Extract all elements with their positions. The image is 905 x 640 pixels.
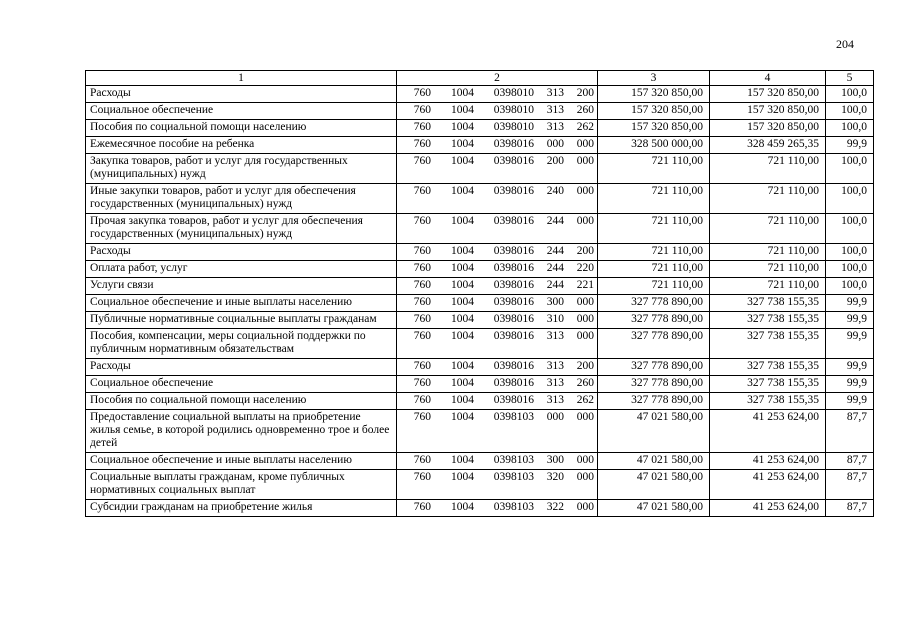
code-part: 1004 [451, 360, 474, 372]
row-name: Пособия по социальной помощи населению [86, 393, 397, 410]
row-name: Публичные нормативные социальные выплаты гражданам [86, 312, 397, 329]
table-row [86, 184, 874, 214]
table-row [86, 453, 874, 470]
header-col-5: 5 [826, 71, 874, 86]
code-part: 0398016 [493, 279, 534, 291]
value-actual: 41 253 624,00 [710, 453, 826, 470]
value-plan: 721 110,00 [598, 244, 710, 261]
code-part: 1004 [451, 262, 474, 274]
value-actual: 157 320 850,00 [710, 120, 826, 137]
value-plan: 327 778 890,00 [598, 329, 710, 359]
header-col-2: 2 [397, 71, 598, 86]
value-percent: 100,0 [826, 278, 874, 295]
table-row [86, 214, 874, 244]
page-number: 204 [836, 37, 854, 51]
code-part: 0398010 [493, 121, 534, 133]
value-plan: 327 778 890,00 [598, 393, 710, 410]
row-code [397, 295, 598, 312]
value-plan: 157 320 850,00 [598, 86, 710, 103]
row-code [397, 137, 598, 154]
value-plan: 327 778 890,00 [598, 359, 710, 376]
value-percent: 99,9 [826, 376, 874, 393]
table-row [86, 359, 874, 376]
code-part: 0398016 [493, 313, 534, 325]
code-part: 244 [546, 279, 564, 291]
table-row [86, 137, 874, 154]
code-part: 313 [546, 104, 564, 116]
code-part: 760 [413, 279, 431, 291]
row-name: Предоставление социальной выплаты на приобретение жилья семье, в которой родились одновременно трое и более детей [86, 410, 397, 453]
code-part: 1004 [451, 155, 474, 167]
table-row [86, 154, 874, 184]
value-plan: 721 110,00 [598, 278, 710, 295]
table-row [86, 312, 874, 329]
code-part: 760 [413, 215, 431, 227]
row-code [397, 329, 598, 359]
code-part: 240 [546, 185, 564, 197]
code-part: 0398016 [493, 296, 534, 308]
code-part: 313 [546, 121, 564, 133]
code-part: 1004 [451, 394, 474, 406]
value-percent: 99,9 [826, 393, 874, 410]
code-part: 760 [413, 121, 431, 133]
row-code [397, 312, 598, 329]
value-percent: 100,0 [826, 154, 874, 184]
code-part: 1004 [451, 87, 474, 99]
value-actual: 41 253 624,00 [710, 470, 826, 500]
code-part: 1004 [451, 296, 474, 308]
value-plan: 47 021 580,00 [598, 453, 710, 470]
row-code [397, 500, 598, 517]
code-part: 1004 [451, 454, 474, 466]
code-part: 760 [413, 313, 431, 325]
code-part: 0398016 [493, 245, 534, 257]
code-part: 244 [546, 215, 564, 227]
code-part: 0398016 [493, 215, 534, 227]
code-part: 260 [576, 104, 594, 116]
code-part: 300 [546, 296, 564, 308]
code-part: 313 [546, 360, 564, 372]
value-plan: 47 021 580,00 [598, 410, 710, 453]
row-code [397, 278, 598, 295]
code-part: 0398010 [493, 104, 534, 116]
code-part: 1004 [451, 215, 474, 227]
value-plan: 47 021 580,00 [598, 470, 710, 500]
code-part: 0398010 [493, 87, 534, 99]
code-part: 200 [576, 245, 594, 257]
row-name: Ежемесячное пособие на ребенка [86, 137, 397, 154]
header-col-4: 4 [710, 71, 826, 86]
value-plan: 157 320 850,00 [598, 120, 710, 137]
table-row [86, 278, 874, 295]
code-part: 0398016 [493, 262, 534, 274]
value-actual: 41 253 624,00 [710, 410, 826, 453]
code-part: 1004 [451, 411, 474, 423]
header-row [86, 71, 874, 86]
code-part: 760 [413, 330, 431, 342]
table-row [86, 86, 874, 103]
row-code [397, 214, 598, 244]
code-part: 0398016 [493, 330, 534, 342]
code-part: 760 [413, 360, 431, 372]
value-percent: 87,7 [826, 453, 874, 470]
row-name: Социальное обеспечение и иные выплаты населению [86, 453, 397, 470]
value-actual: 721 110,00 [710, 214, 826, 244]
value-actual: 157 320 850,00 [710, 103, 826, 120]
code-part: 000 [576, 454, 594, 466]
value-percent: 100,0 [826, 261, 874, 278]
code-part: 760 [413, 245, 431, 257]
code-part: 262 [576, 121, 594, 133]
row-name: Субсидии гражданам на приобретение жилья [86, 500, 397, 517]
value-percent: 100,0 [826, 86, 874, 103]
value-plan: 157 320 850,00 [598, 103, 710, 120]
code-part: 320 [546, 471, 564, 483]
header-col-1: 1 [86, 71, 397, 86]
code-part: 760 [413, 454, 431, 466]
row-name: Социальные выплаты гражданам, кроме публичных нормативных социальных выплат [86, 470, 397, 500]
code-part: 000 [576, 330, 594, 342]
code-part: 0398103 [493, 411, 534, 423]
code-part: 322 [546, 501, 564, 513]
row-code [397, 393, 598, 410]
code-part: 0398103 [493, 454, 534, 466]
code-part: 0398016 [493, 185, 534, 197]
value-percent: 99,9 [826, 295, 874, 312]
code-part: 760 [413, 138, 431, 150]
value-plan: 327 778 890,00 [598, 312, 710, 329]
row-code [397, 261, 598, 278]
code-part: 1004 [451, 185, 474, 197]
table-row [86, 500, 874, 517]
value-actual: 721 110,00 [710, 261, 826, 278]
value-actual: 327 738 155,35 [710, 359, 826, 376]
code-part: 313 [546, 394, 564, 406]
row-name: Расходы [86, 359, 397, 376]
value-percent: 87,7 [826, 470, 874, 500]
value-actual: 721 110,00 [710, 278, 826, 295]
code-part: 200 [576, 87, 594, 99]
row-name: Иные закупки товаров, работ и услуг для обеспечения государственных (муниципальных) нужд [86, 184, 397, 214]
row-name: Социальное обеспечение и иные выплаты населению [86, 295, 397, 312]
value-plan: 721 110,00 [598, 184, 710, 214]
code-part: 313 [546, 377, 564, 389]
code-part: 1004 [451, 330, 474, 342]
code-part: 760 [413, 394, 431, 406]
code-part: 760 [413, 501, 431, 513]
code-part: 000 [546, 138, 564, 150]
budget-table [85, 70, 874, 517]
code-part: 1004 [451, 121, 474, 133]
table-row [86, 244, 874, 261]
row-code [397, 376, 598, 393]
code-part: 000 [576, 138, 594, 150]
code-part: 000 [546, 411, 564, 423]
value-actual: 327 738 155,35 [710, 329, 826, 359]
row-name: Прочая закупка товаров, работ и услуг для обеспечения государственных (муниципальных) нужд [86, 214, 397, 244]
code-part: 760 [413, 296, 431, 308]
value-actual: 327 738 155,35 [710, 312, 826, 329]
row-name: Пособия, компенсации, меры социальной поддержки по публичным нормативным обязательствам [86, 329, 397, 359]
value-plan: 47 021 580,00 [598, 500, 710, 517]
code-part: 221 [576, 279, 594, 291]
row-code [397, 86, 598, 103]
table-row [86, 261, 874, 278]
value-percent: 100,0 [826, 184, 874, 214]
table-row [86, 410, 874, 453]
code-part: 262 [576, 394, 594, 406]
code-part: 300 [546, 454, 564, 466]
value-percent: 87,7 [826, 500, 874, 517]
code-part: 760 [413, 87, 431, 99]
code-part: 1004 [451, 104, 474, 116]
code-part: 0398103 [493, 501, 534, 513]
value-plan: 721 110,00 [598, 261, 710, 278]
code-part: 1004 [451, 245, 474, 257]
table-row [86, 120, 874, 137]
code-part: 760 [413, 471, 431, 483]
value-actual: 721 110,00 [710, 184, 826, 214]
value-actual: 328 459 265,35 [710, 137, 826, 154]
code-part: 000 [576, 501, 594, 513]
row-name: Закупка товаров, работ и услуг для государственных (муниципальных) нужд [86, 154, 397, 184]
row-name: Оплата работ, услуг [86, 261, 397, 278]
value-actual: 157 320 850,00 [710, 86, 826, 103]
header-col-3: 3 [598, 71, 710, 86]
row-code [397, 359, 598, 376]
value-percent: 100,0 [826, 214, 874, 244]
code-part: 1004 [451, 138, 474, 150]
code-part: 200 [546, 155, 564, 167]
code-part: 200 [576, 360, 594, 372]
value-actual: 327 738 155,35 [710, 393, 826, 410]
row-name: Расходы [86, 86, 397, 103]
code-part: 244 [546, 245, 564, 257]
row-name: Социальное обеспечение [86, 376, 397, 393]
value-actual: 327 738 155,35 [710, 376, 826, 393]
code-part: 1004 [451, 377, 474, 389]
code-part: 760 [413, 262, 431, 274]
value-actual: 721 110,00 [710, 154, 826, 184]
table-row [86, 329, 874, 359]
code-part: 1004 [451, 313, 474, 325]
code-part: 313 [546, 330, 564, 342]
code-part: 1004 [451, 471, 474, 483]
value-actual: 41 253 624,00 [710, 500, 826, 517]
code-part: 244 [546, 262, 564, 274]
value-plan: 721 110,00 [598, 214, 710, 244]
value-plan: 328 500 000,00 [598, 137, 710, 154]
value-percent: 87,7 [826, 410, 874, 453]
code-part: 1004 [451, 501, 474, 513]
code-part: 760 [413, 104, 431, 116]
row-code [397, 410, 598, 453]
code-part: 000 [576, 215, 594, 227]
value-actual: 327 738 155,35 [710, 295, 826, 312]
code-part: 000 [576, 185, 594, 197]
code-part: 000 [576, 155, 594, 167]
code-part: 760 [413, 377, 431, 389]
code-part: 1004 [451, 279, 474, 291]
row-code [397, 453, 598, 470]
table-row [86, 295, 874, 312]
value-percent: 100,0 [826, 120, 874, 137]
code-part: 000 [576, 471, 594, 483]
code-part: 313 [546, 87, 564, 99]
code-part: 000 [576, 296, 594, 308]
row-code [397, 103, 598, 120]
row-code [397, 470, 598, 500]
value-percent: 99,9 [826, 137, 874, 154]
code-part: 000 [576, 411, 594, 423]
row-code [397, 120, 598, 137]
row-name: Услуги связи [86, 278, 397, 295]
code-part: 0398103 [493, 471, 534, 483]
code-part: 310 [546, 313, 564, 325]
code-part: 760 [413, 185, 431, 197]
row-code [397, 154, 598, 184]
row-code [397, 184, 598, 214]
code-part: 760 [413, 411, 431, 423]
code-part: 0398016 [493, 155, 534, 167]
code-part: 220 [576, 262, 594, 274]
code-part: 0398016 [493, 138, 534, 150]
code-part: 0398016 [493, 377, 534, 389]
code-part: 000 [576, 313, 594, 325]
code-part: 0398016 [493, 394, 534, 406]
value-percent: 100,0 [826, 244, 874, 261]
table-row [86, 470, 874, 500]
value-percent: 99,9 [826, 329, 874, 359]
value-percent: 99,9 [826, 359, 874, 376]
value-actual: 721 110,00 [710, 244, 826, 261]
value-plan: 327 778 890,00 [598, 376, 710, 393]
row-code [397, 244, 598, 261]
value-percent: 100,0 [826, 103, 874, 120]
table-row [86, 103, 874, 120]
code-part: 0398016 [493, 360, 534, 372]
table-row [86, 376, 874, 393]
value-plan: 721 110,00 [598, 154, 710, 184]
row-name: Расходы [86, 244, 397, 261]
table-row [86, 393, 874, 410]
value-plan: 327 778 890,00 [598, 295, 710, 312]
row-name: Социальное обеспечение [86, 103, 397, 120]
code-part: 260 [576, 377, 594, 389]
value-percent: 99,9 [826, 312, 874, 329]
code-part: 760 [413, 155, 431, 167]
row-name: Пособия по социальной помощи населению [86, 120, 397, 137]
